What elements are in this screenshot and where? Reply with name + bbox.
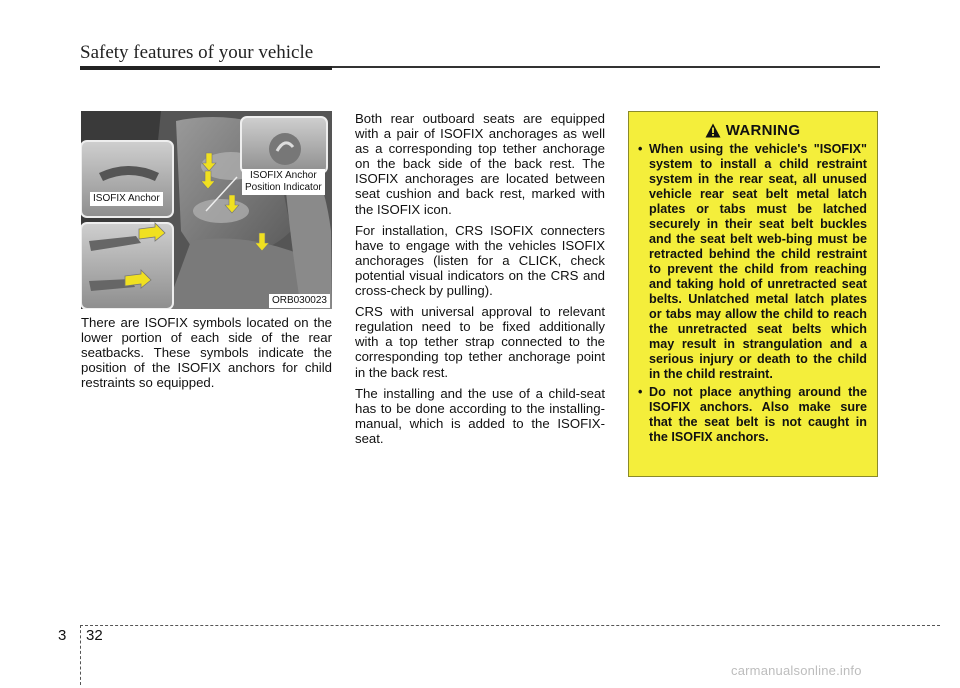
footer-rule (80, 625, 940, 626)
seat-illustration (81, 111, 332, 309)
chapter-number: 3 (58, 627, 67, 644)
middle-column (355, 111, 605, 452)
warning-triangle-icon (705, 123, 721, 138)
footer-divider (80, 625, 81, 685)
warning-header (638, 122, 867, 139)
warning-title: WARNING (725, 122, 801, 139)
page-number: 32 (86, 627, 103, 644)
tether-paragraph: CRS with universal approval to relevant regulation need to be fixed additionally with a top tether strap connected to the corresponding top tether anchorage point in the back rest. (355, 304, 605, 380)
figure-code: ORB030023 (269, 294, 330, 308)
warning-item: • Do not place anything around the ISOFIX anchors. Also make sure that the seat belt is not caught in the ISOFIX anchors. (638, 385, 867, 445)
installation-paragraph: For installation, CRS ISOFIX connecters have to engage with the vehicles ISOFIX anchorages (listen for a CLICK, check potential visual indicators on the CRS and cross-check by pulling). (355, 222, 605, 299)
position-indicator-label (242, 169, 325, 195)
left-column (81, 315, 332, 390)
isofix-anchor-label: ISOFIX Anchor (90, 192, 163, 206)
section-title: Safety features of your vehicle (80, 42, 314, 63)
header-rule-accent (80, 66, 332, 70)
isofix-illustration (81, 111, 332, 309)
anchorages-paragraph: Both rear outboard seats are equipped with a pair of ISOFIX anchorages as well as a corresponding top tether anchorage on the back side of the back rest. The ISOFIX anchorages are located between seat cushion and back rest, marked with the ISOFIX icon. (355, 111, 605, 217)
manual-paragraph: The installing and the use of a child-seat has to be done according to the installing-manual, which is added to the ISOFIX-seat. (355, 385, 605, 446)
warning-item: • When using the vehicle's "ISOFIX" system to install a child restraint system in the rear seat, all unused vehicle rear seat belt metal latch plates or tabs must be latched securely in their seat belt buckles and the seat belt web-bing must be retracted behind the child restraint to prevent the child from reaching and taking hold of unretracted seat belts. Unlatched metal latch plates or tabs may allow the child to reach the unretracted seat belts which may result in strangulation and a serious injury or death to the child in the child restraint. (638, 142, 867, 382)
position-indicator-label-line1: ISOFIX Anchor (250, 170, 317, 181)
isofix-symbols-paragraph: There are ISOFIX symbols located on the lower portion of each side of the rear seatbacks. These symbols indicate the position of the ISOFIX anchors for child restraints so equipped. (81, 315, 332, 391)
position-indicator-label-line2: Position Indicator (245, 182, 322, 193)
warning-box (628, 111, 878, 477)
watermark: carmanualsonline.info (731, 663, 862, 678)
